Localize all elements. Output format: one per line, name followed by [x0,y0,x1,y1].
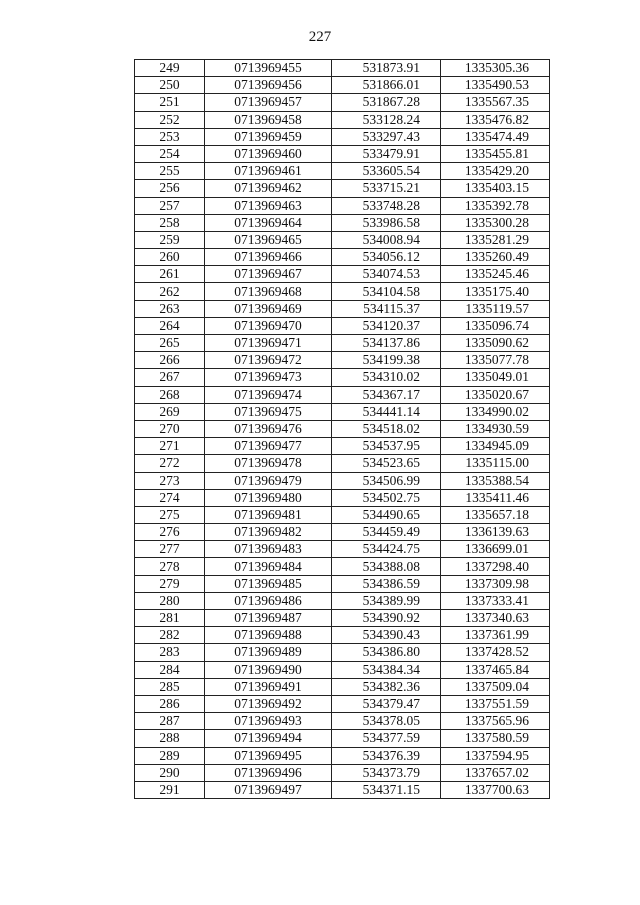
point-code-cell: 0713969491 [205,678,332,695]
x-coordinate-cell: 534056.12 [332,249,441,266]
point-code-cell: 0713969493 [205,713,332,730]
point-code-cell: 0713969455 [205,60,332,77]
table-row [135,300,550,317]
y-coordinate-cell: 1337580.59 [441,730,550,747]
point-number-cell: 266 [135,352,205,369]
coordinate-table-body [135,60,550,799]
table-row [135,455,550,472]
y-coordinate-cell: 1334990.02 [441,403,550,420]
point-code-cell: 0713969485 [205,575,332,592]
table-row [135,627,550,644]
point-number-cell: 250 [135,77,205,94]
point-number-cell: 269 [135,403,205,420]
point-code-cell: 0713969494 [205,730,332,747]
table-row [135,403,550,420]
coordinate-table [134,59,550,799]
point-number-cell: 273 [135,472,205,489]
y-coordinate-cell: 1337657.02 [441,764,550,781]
point-code-cell: 0713969473 [205,369,332,386]
point-number-cell: 283 [135,644,205,661]
x-coordinate-cell: 534537.95 [332,438,441,455]
y-coordinate-cell: 1335281.29 [441,231,550,248]
point-code-cell: 0713969461 [205,163,332,180]
point-code-cell: 0713969480 [205,489,332,506]
y-coordinate-cell: 1335490.53 [441,77,550,94]
x-coordinate-cell: 534386.80 [332,644,441,661]
point-code-cell: 0713969466 [205,249,332,266]
table-row [135,730,550,747]
x-coordinate-cell: 534074.53 [332,266,441,283]
point-number-cell: 279 [135,575,205,592]
table-row [135,747,550,764]
point-number-cell: 272 [135,455,205,472]
point-code-cell: 0713969484 [205,558,332,575]
point-code-cell: 0713969458 [205,111,332,128]
point-code-cell: 0713969472 [205,352,332,369]
x-coordinate-cell: 534373.79 [332,764,441,781]
point-code-cell: 0713969486 [205,592,332,609]
point-code-cell: 0713969482 [205,524,332,541]
x-coordinate-cell: 534459.49 [332,524,441,541]
table-row [135,489,550,506]
point-number-cell: 277 [135,541,205,558]
y-coordinate-cell: 1335115.00 [441,455,550,472]
point-number-cell: 284 [135,661,205,678]
x-coordinate-cell: 534199.38 [332,352,441,369]
y-coordinate-cell: 1335474.49 [441,128,550,145]
y-coordinate-cell: 1335020.67 [441,386,550,403]
table-row [135,163,550,180]
x-coordinate-cell: 534424.75 [332,541,441,558]
point-code-cell: 0713969492 [205,695,332,712]
point-code-cell: 0713969475 [205,403,332,420]
table-row [135,541,550,558]
table-row [135,713,550,730]
point-code-cell: 0713969465 [205,231,332,248]
point-number-cell: 268 [135,386,205,403]
y-coordinate-cell: 1334930.59 [441,420,550,437]
point-code-cell: 0713969496 [205,764,332,781]
point-code-cell: 0713969490 [205,661,332,678]
point-number-cell: 278 [135,558,205,575]
point-number-cell: 271 [135,438,205,455]
point-code-cell: 0713969471 [205,335,332,352]
table-row [135,283,550,300]
point-number-cell: 249 [135,60,205,77]
x-coordinate-cell: 533128.24 [332,111,441,128]
y-coordinate-cell: 1337428.52 [441,644,550,661]
point-code-cell: 0713969495 [205,747,332,764]
point-number-cell: 286 [135,695,205,712]
x-coordinate-cell: 534379.47 [332,695,441,712]
x-coordinate-cell: 534386.59 [332,575,441,592]
x-coordinate-cell: 531867.28 [332,94,441,111]
point-code-cell: 0713969459 [205,128,332,145]
point-number-cell: 270 [135,420,205,437]
table-row [135,781,550,798]
table-row [135,592,550,609]
y-coordinate-cell: 1337594.95 [441,747,550,764]
point-number-cell: 254 [135,145,205,162]
point-code-cell: 0713969474 [205,386,332,403]
point-number-cell: 285 [135,678,205,695]
point-number-cell: 252 [135,111,205,128]
point-code-cell: 0713969457 [205,94,332,111]
x-coordinate-cell: 534377.59 [332,730,441,747]
y-coordinate-cell: 1335567.35 [441,94,550,111]
x-coordinate-cell: 531866.01 [332,77,441,94]
y-coordinate-cell: 1337361.99 [441,627,550,644]
x-coordinate-cell: 533748.28 [332,197,441,214]
x-coordinate-cell: 534115.37 [332,300,441,317]
point-code-cell: 0713969497 [205,781,332,798]
x-coordinate-cell: 534367.17 [332,386,441,403]
point-number-cell: 256 [135,180,205,197]
table-row [135,506,550,523]
x-coordinate-cell: 534008.94 [332,231,441,248]
table-row [135,60,550,77]
point-number-cell: 253 [135,128,205,145]
table-row [135,335,550,352]
point-code-cell: 0713969478 [205,455,332,472]
point-number-cell: 276 [135,524,205,541]
point-number-cell: 288 [135,730,205,747]
point-code-cell: 0713969462 [205,180,332,197]
page-number: 227 [308,29,332,45]
y-coordinate-cell: 1337551.59 [441,695,550,712]
x-coordinate-cell: 533986.58 [332,214,441,231]
x-coordinate-cell: 531873.91 [332,60,441,77]
point-number-cell: 287 [135,713,205,730]
y-coordinate-cell: 1335403.15 [441,180,550,197]
point-number-cell: 262 [135,283,205,300]
point-number-cell: 289 [135,747,205,764]
x-coordinate-cell: 533605.54 [332,163,441,180]
point-number-cell: 264 [135,317,205,334]
point-number-cell: 282 [135,627,205,644]
point-number-cell: 267 [135,369,205,386]
y-coordinate-cell: 1337309.98 [441,575,550,592]
point-number-cell: 291 [135,781,205,798]
x-coordinate-cell: 534371.15 [332,781,441,798]
x-coordinate-cell: 534378.05 [332,713,441,730]
y-coordinate-cell: 1335300.28 [441,214,550,231]
point-number-cell: 290 [135,764,205,781]
x-coordinate-cell: 534506.99 [332,472,441,489]
x-coordinate-cell: 533479.91 [332,145,441,162]
point-code-cell: 0713969470 [205,317,332,334]
y-coordinate-cell: 1335476.82 [441,111,550,128]
table-row [135,575,550,592]
x-coordinate-cell: 534310.02 [332,369,441,386]
x-coordinate-cell: 534388.08 [332,558,441,575]
y-coordinate-cell: 1335388.54 [441,472,550,489]
table-row [135,420,550,437]
point-number-cell: 281 [135,610,205,627]
point-number-cell: 263 [135,300,205,317]
table-row [135,197,550,214]
point-number-cell: 255 [135,163,205,180]
x-coordinate-cell: 534390.43 [332,627,441,644]
y-coordinate-cell: 1335096.74 [441,317,550,334]
x-coordinate-cell: 534389.99 [332,592,441,609]
y-coordinate-cell: 1335090.62 [441,335,550,352]
table-row [135,524,550,541]
y-coordinate-cell: 1337333.41 [441,592,550,609]
y-coordinate-cell: 1337565.96 [441,713,550,730]
point-code-cell: 0713969481 [205,506,332,523]
table-row [135,438,550,455]
table-row [135,661,550,678]
x-coordinate-cell: 534518.02 [332,420,441,437]
y-coordinate-cell: 1336699.01 [441,541,550,558]
x-coordinate-cell: 534384.34 [332,661,441,678]
y-coordinate-cell: 1336139.63 [441,524,550,541]
point-number-cell: 258 [135,214,205,231]
table-row [135,644,550,661]
table-row [135,610,550,627]
table-row [135,128,550,145]
table-row [135,764,550,781]
point-number-cell: 259 [135,231,205,248]
point-code-cell: 0713969477 [205,438,332,455]
y-coordinate-cell: 1335657.18 [441,506,550,523]
x-coordinate-cell: 534490.65 [332,506,441,523]
point-number-cell: 251 [135,94,205,111]
x-coordinate-cell: 534523.65 [332,455,441,472]
table-row [135,94,550,111]
table-row [135,249,550,266]
y-coordinate-cell: 1337509.04 [441,678,550,695]
y-coordinate-cell: 1335260.49 [441,249,550,266]
x-coordinate-cell: 534104.58 [332,283,441,300]
table-row [135,695,550,712]
x-coordinate-cell: 534441.14 [332,403,441,420]
point-number-cell: 265 [135,335,205,352]
point-number-cell: 261 [135,266,205,283]
point-code-cell: 0713969488 [205,627,332,644]
y-coordinate-cell: 1337298.40 [441,558,550,575]
y-coordinate-cell: 1335411.46 [441,489,550,506]
point-number-cell: 280 [135,592,205,609]
y-coordinate-cell: 1337340.63 [441,610,550,627]
table-row [135,678,550,695]
y-coordinate-cell: 1335429.20 [441,163,550,180]
point-code-cell: 0713969469 [205,300,332,317]
table-row [135,558,550,575]
y-coordinate-cell: 1335077.78 [441,352,550,369]
y-coordinate-cell: 1337465.84 [441,661,550,678]
table-row [135,317,550,334]
x-coordinate-cell: 534390.92 [332,610,441,627]
x-coordinate-cell: 534120.37 [332,317,441,334]
y-coordinate-cell: 1337700.63 [441,781,550,798]
point-code-cell: 0713969456 [205,77,332,94]
y-coordinate-cell: 1335245.46 [441,266,550,283]
y-coordinate-cell: 1335392.78 [441,197,550,214]
table-row [135,214,550,231]
point-code-cell: 0713969467 [205,266,332,283]
point-number-cell: 260 [135,249,205,266]
table-row [135,145,550,162]
table-row [135,77,550,94]
point-code-cell: 0713969463 [205,197,332,214]
table-row [135,369,550,386]
y-coordinate-cell: 1335119.57 [441,300,550,317]
x-coordinate-cell: 534382.36 [332,678,441,695]
x-coordinate-cell: 533715.21 [332,180,441,197]
table-row [135,180,550,197]
point-code-cell: 0713969464 [205,214,332,231]
point-code-cell: 0713969479 [205,472,332,489]
y-coordinate-cell: 1335175.40 [441,283,550,300]
y-coordinate-cell: 1334945.09 [441,438,550,455]
x-coordinate-cell: 533297.43 [332,128,441,145]
table-row [135,266,550,283]
table-row [135,472,550,489]
x-coordinate-cell: 534137.86 [332,335,441,352]
y-coordinate-cell: 1335305.36 [441,60,550,77]
point-number-cell: 274 [135,489,205,506]
table-row [135,111,550,128]
point-code-cell: 0713969489 [205,644,332,661]
point-code-cell: 0713969476 [205,420,332,437]
table-row [135,352,550,369]
x-coordinate-cell: 534376.39 [332,747,441,764]
y-coordinate-cell: 1335049.01 [441,369,550,386]
point-code-cell: 0713969468 [205,283,332,300]
point-code-cell: 0713969460 [205,145,332,162]
table-row [135,231,550,248]
point-code-cell: 0713969483 [205,541,332,558]
y-coordinate-cell: 1335455.81 [441,145,550,162]
x-coordinate-cell: 534502.75 [332,489,441,506]
point-code-cell: 0713969487 [205,610,332,627]
point-number-cell: 275 [135,506,205,523]
table-row [135,386,550,403]
point-number-cell: 257 [135,197,205,214]
